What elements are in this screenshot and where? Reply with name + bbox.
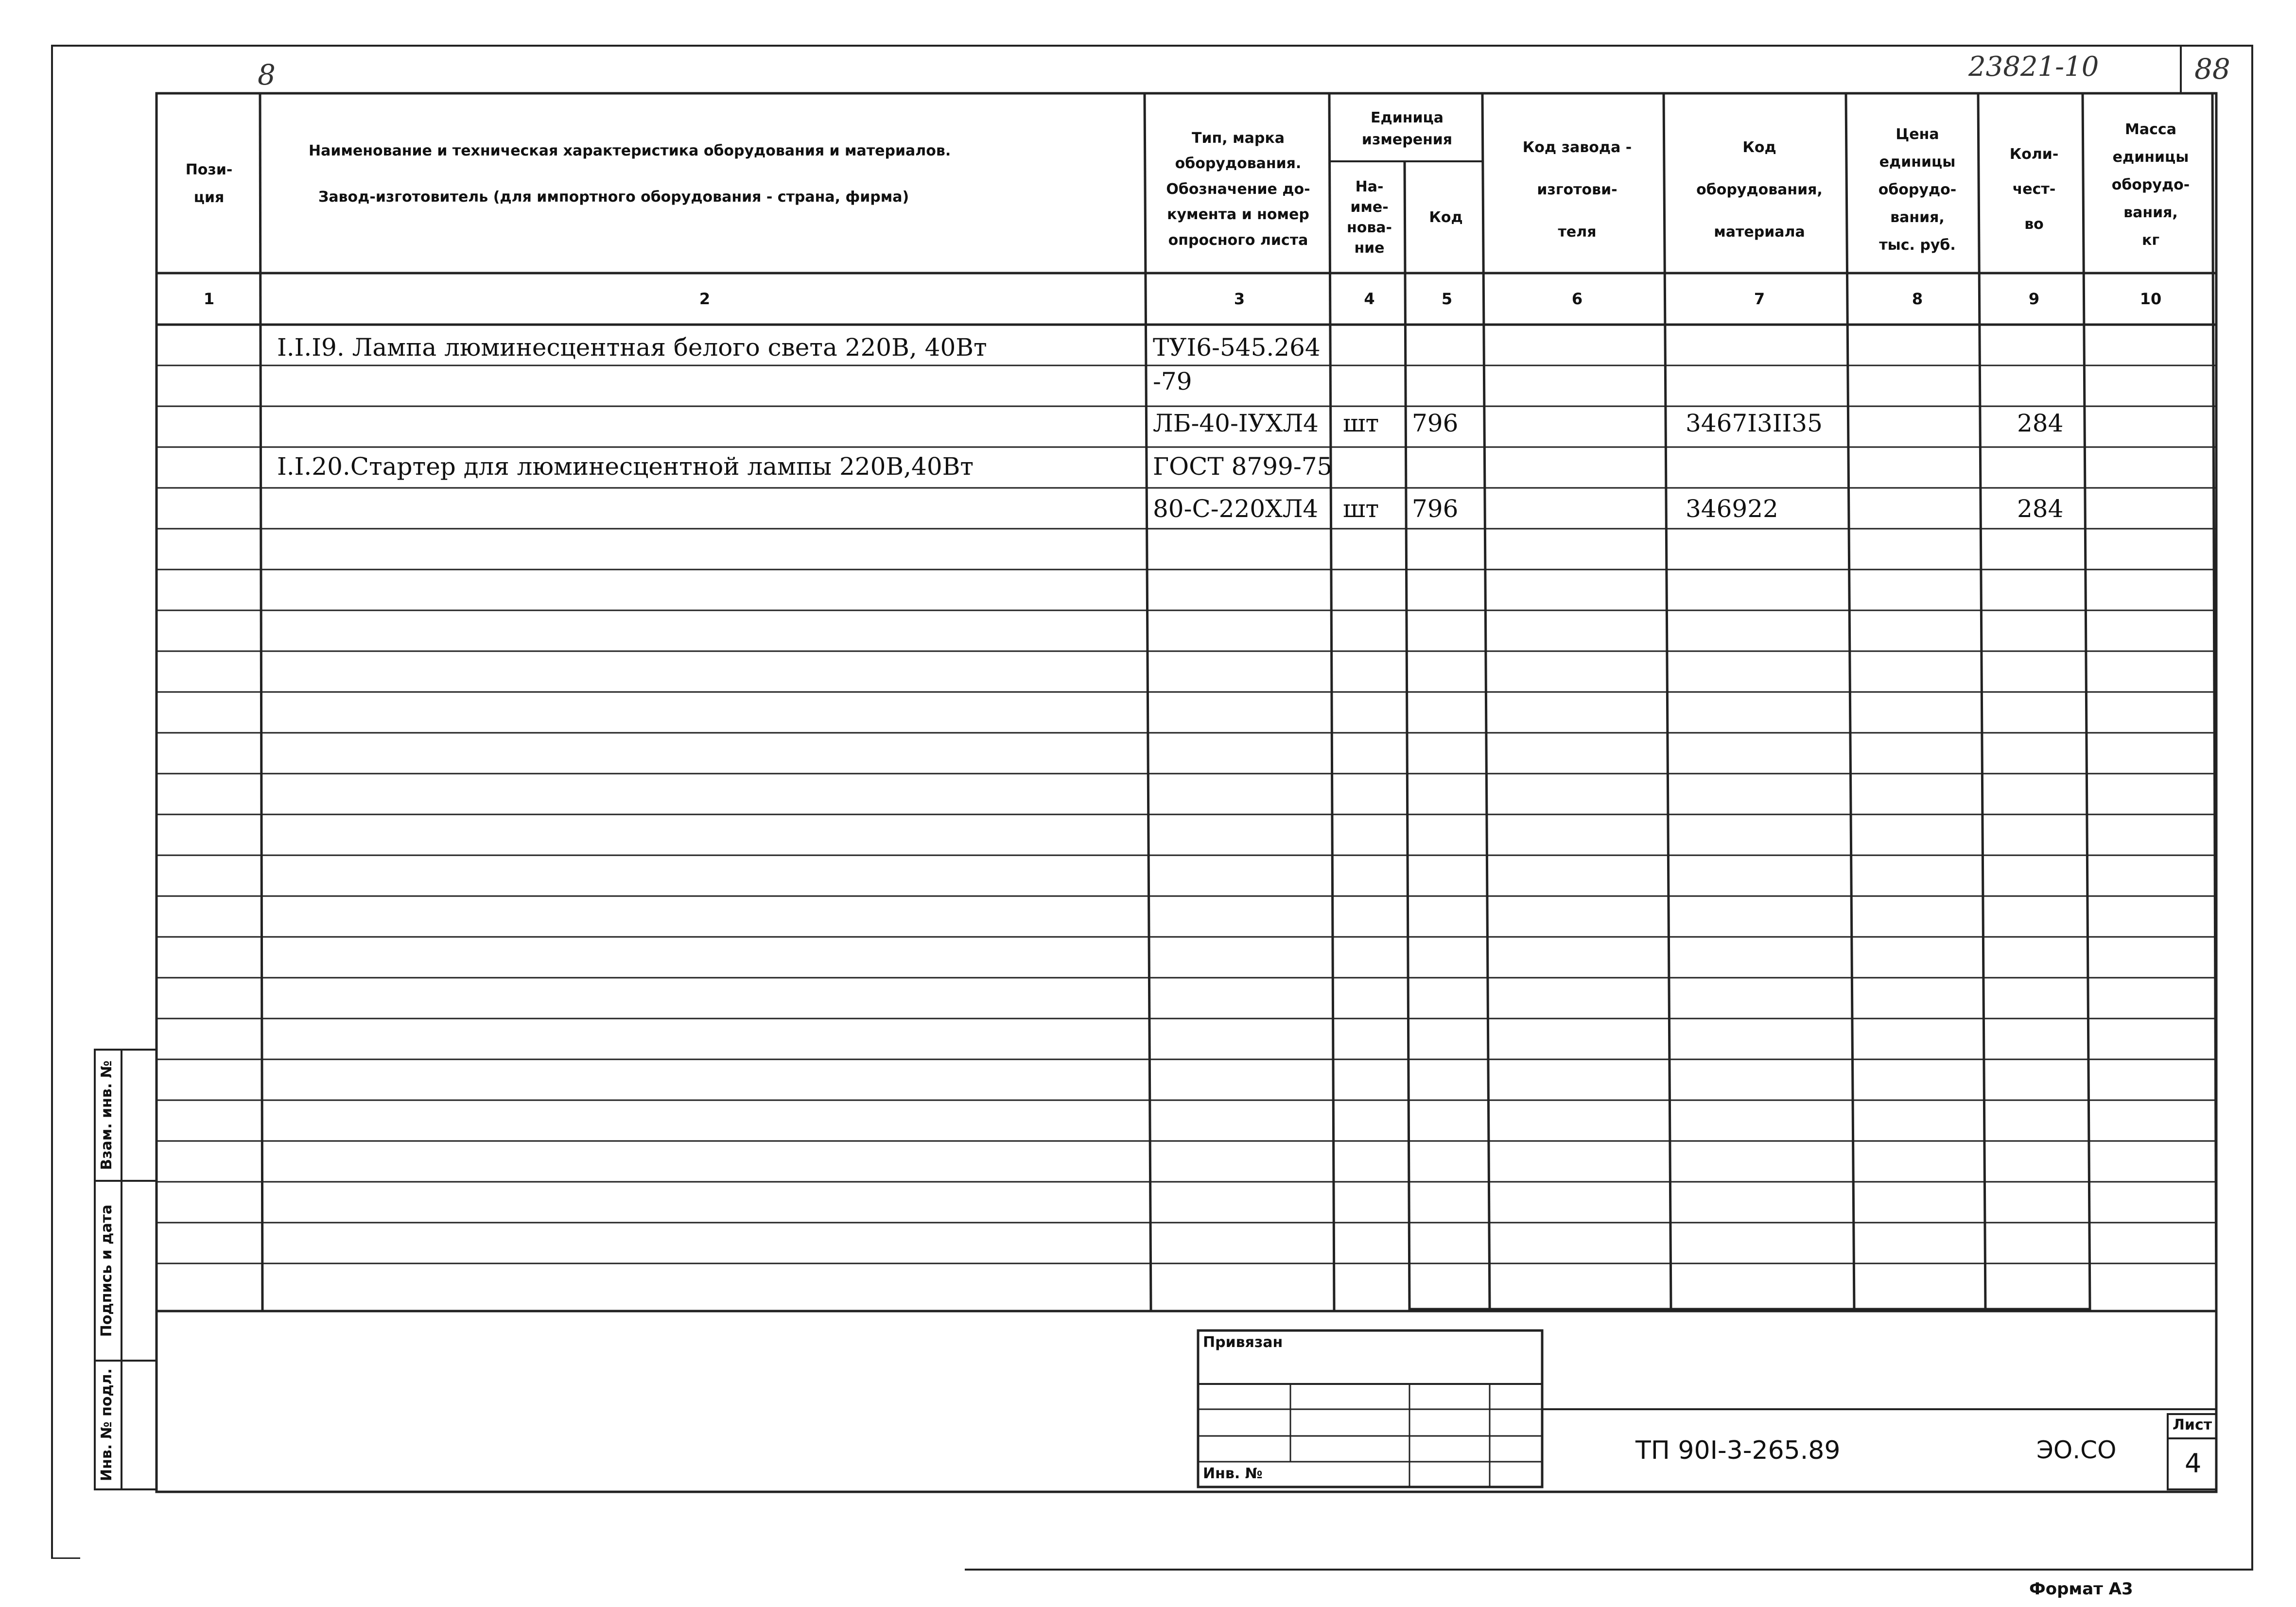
stamp-privyazan-label: Привязан (1203, 1334, 1283, 1351)
row-4-name: I.I.20.Стартер для люминесцентной лампы 220В,40Вт (277, 452, 974, 481)
row-5-equipment-code: 346922 (1686, 495, 1778, 523)
side-stamp-podpis-data: Подпись и дата (98, 1204, 115, 1337)
column-number-4: 4 (1364, 290, 1375, 308)
sheet-number: 4 (2185, 1448, 2202, 1479)
column-number-5: 5 (1441, 290, 1453, 308)
header-unit-name: На- име- нова- ние (1346, 178, 1392, 257)
column-number-10: 10 (2139, 290, 2162, 308)
section-code: ЭО.СО (2036, 1436, 2117, 1464)
column-number-8: 8 (1912, 290, 1923, 308)
top-reference-number: 23821-10 (1968, 51, 2099, 83)
column-number-9: 9 (2028, 290, 2040, 308)
format-label: Формат А3 (2029, 1579, 2133, 1599)
row-3-type: ЛБ-40-IУХЛ4 (1153, 409, 1319, 437)
side-stamp-vzam-inv: Взам. инв. № (98, 1060, 115, 1170)
row-3-quantity: 284 (2017, 409, 2064, 437)
row-3-unit: шт (1343, 409, 1379, 437)
header-equipment-code: Код оборудования, материала (1696, 138, 1823, 241)
column-number-6: 6 (1571, 290, 1583, 308)
header-unit-code: Код (1429, 209, 1463, 226)
col-sep-4 (1405, 161, 1409, 1311)
side-stamp-inv-podl: Инв. № подл. (98, 1368, 115, 1482)
row-5-quantity: 284 (2017, 495, 2064, 523)
column-number-7: 7 (1754, 290, 1765, 308)
header-quantity: Коли- чест- во (2009, 146, 2059, 233)
row-3-unit-code: 796 (1412, 409, 1459, 437)
header-unit-price: Цена единицы оборудо- вания, тыс. руб. (1878, 125, 1957, 254)
column-number-3: 3 (1234, 290, 1245, 308)
top-sheet-number: 88 (2194, 52, 2230, 86)
row-1-name: I.I.I9. Лампа люминесцентная белого света 220В, 40Вт (277, 333, 987, 362)
row-5-unit-code: 796 (1412, 495, 1459, 523)
column-number-2: 2 (699, 290, 711, 308)
document-code: ТП 90I-3-265.89 (1635, 1436, 1841, 1465)
column-number-1: 1 (203, 290, 215, 308)
header-type-mark: Тип, марка оборудования. Обозначение до- кумента и номер опросного листа (1166, 129, 1310, 249)
row-5-type: 80-С-220ХЛ4 (1153, 495, 1319, 523)
sheet-label: Лист (2173, 1417, 2212, 1434)
header-unit-group: Единица измерения (1361, 109, 1453, 148)
row-3-equipment-code: 3467I3II35 (1686, 409, 1823, 437)
header-name-line2: Завод-изготовитель (для импортного оборудования - страна, фирма) (318, 188, 909, 206)
header-factory-code: Код завода - изготови- теля (1522, 138, 1632, 241)
row-2-type: -79 (1153, 367, 1192, 396)
row-1-type: ТУI6-545.264 (1153, 333, 1321, 362)
stamp-inv-no-label: Инв. № (1203, 1465, 1263, 1482)
row-5-unit: шт (1343, 495, 1379, 523)
header-name-line1: Наименование и техническая характеристика оборудования и материалов. (309, 142, 951, 159)
header-unit-mass: Масса единицы оборудо- вания, кг (2111, 121, 2190, 249)
row-4-type: ГОСТ 8799-75 (1153, 452, 1333, 481)
header-position: Пози- ция (185, 161, 233, 206)
corner-number: 8 (258, 58, 276, 91)
